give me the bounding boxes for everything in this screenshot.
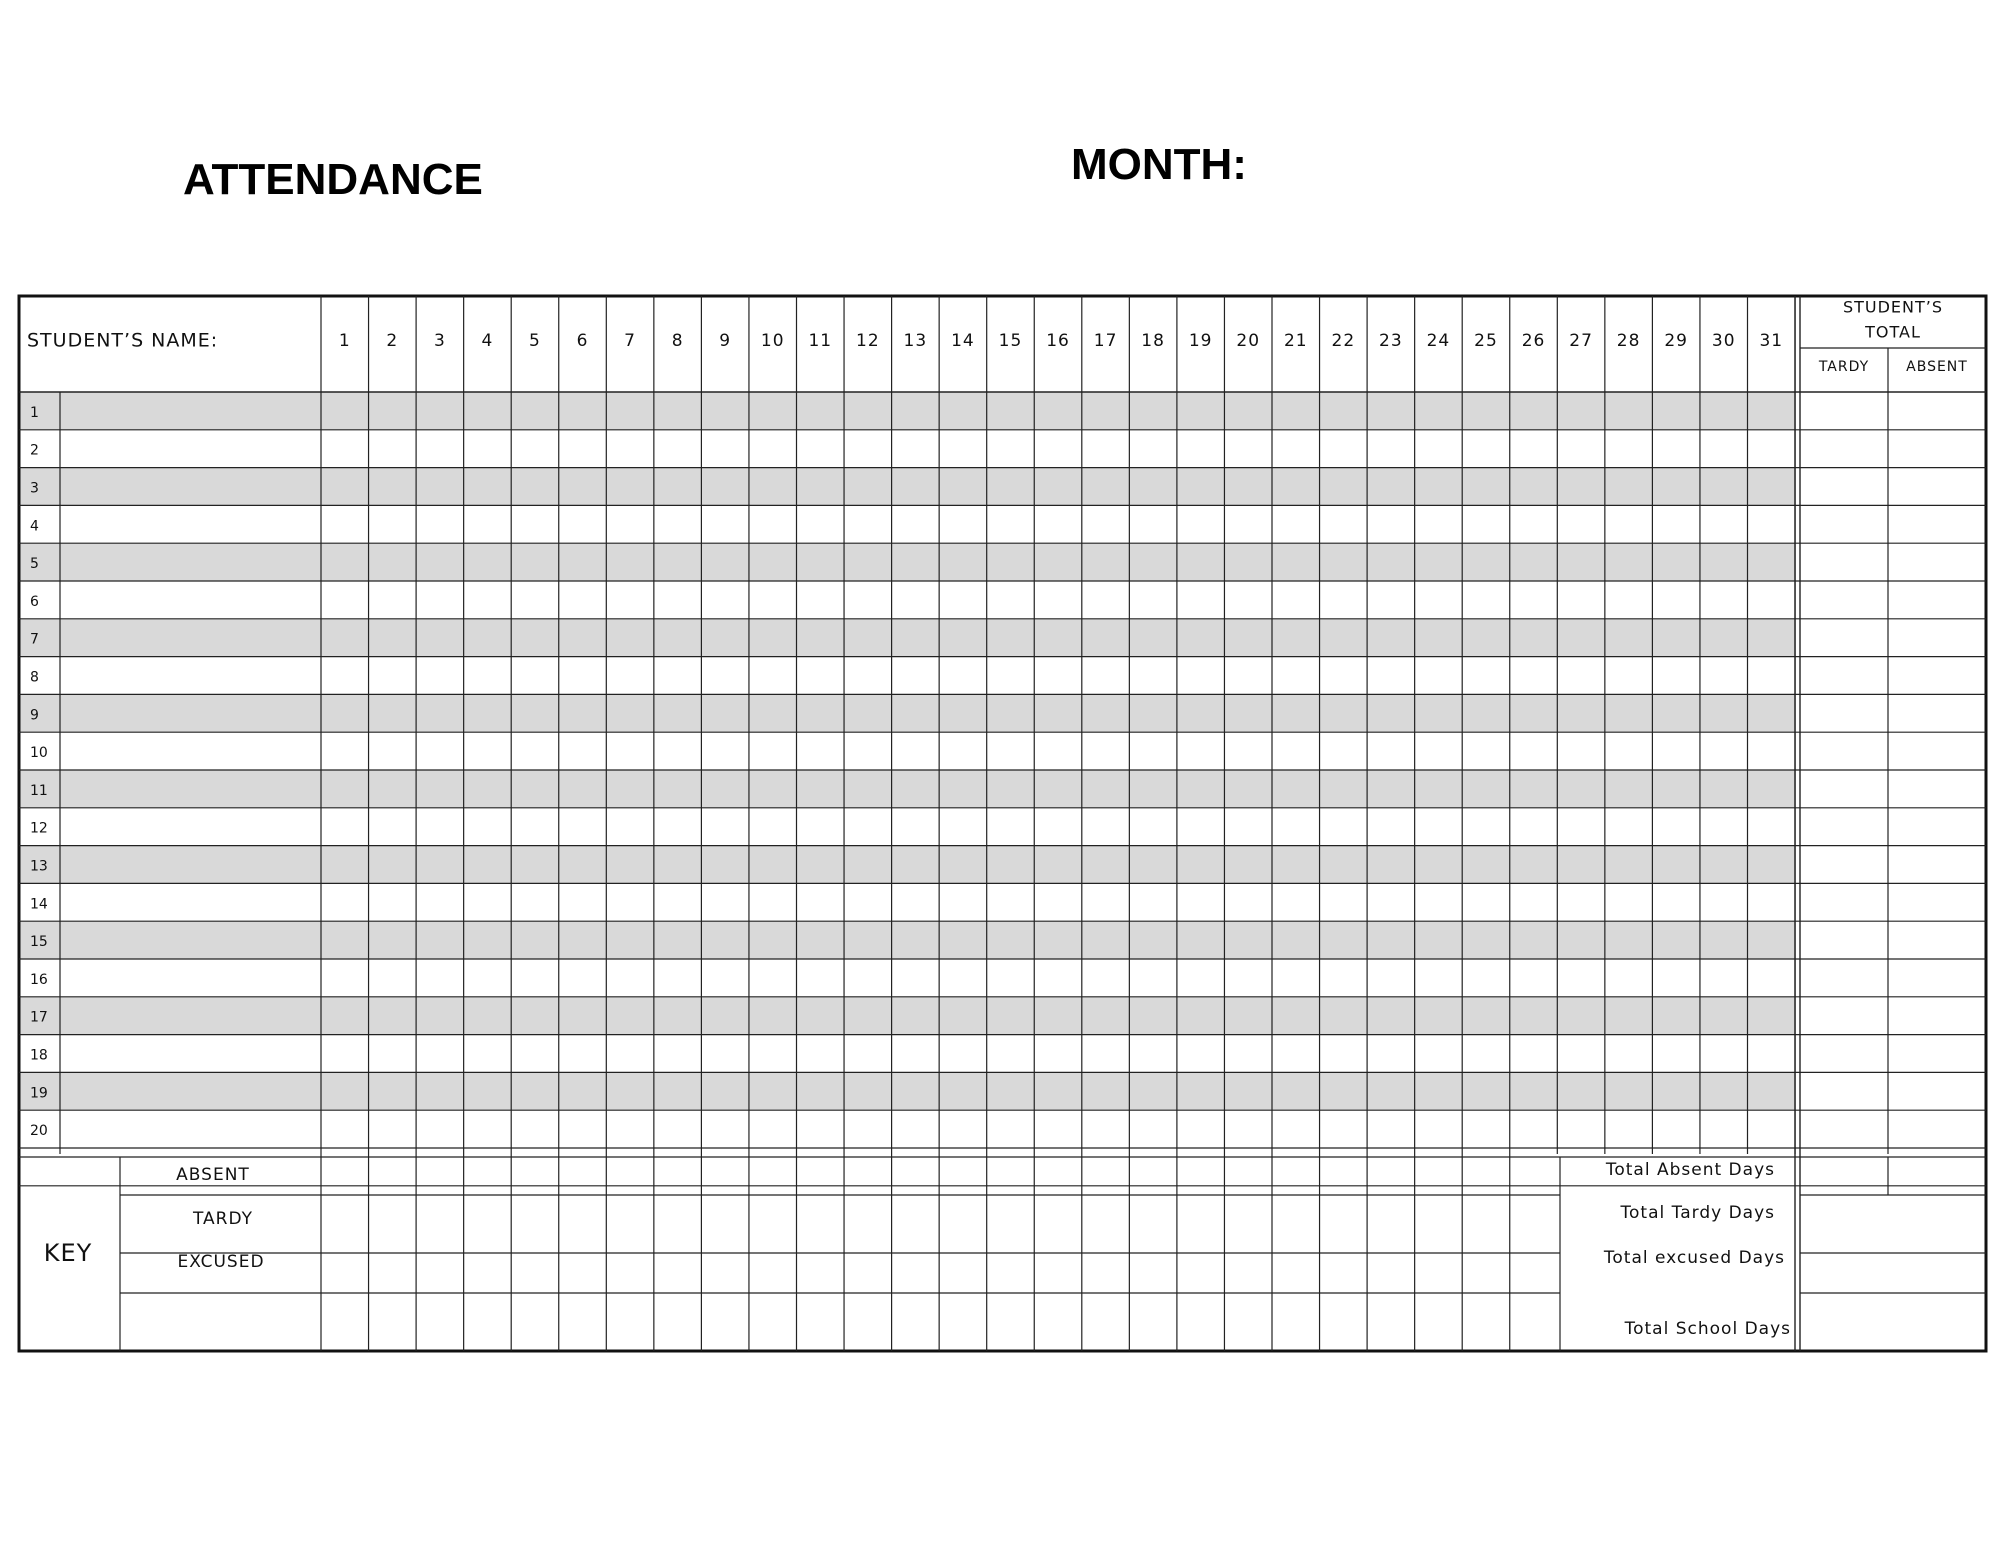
day-header: 12	[856, 331, 880, 351]
summary-label: Total School Days	[1624, 1319, 1791, 1339]
row-shading	[19, 543, 60, 581]
row-shading	[60, 468, 1795, 506]
row-shading	[60, 619, 1795, 657]
day-header: 1	[338, 331, 351, 351]
page-title: ATTENDANCE	[183, 155, 483, 204]
tardy-header: TARDY	[1818, 359, 1870, 375]
row-number: 5	[30, 556, 39, 573]
row-shading	[60, 543, 1795, 581]
day-header: 6	[576, 331, 589, 351]
row-number: 9	[30, 707, 39, 724]
day-header: 3	[433, 331, 446, 351]
day-header: 7	[624, 331, 636, 351]
row-number: 18	[30, 1047, 48, 1064]
totals-header: STUDENT’S	[1842, 297, 1944, 317]
day-header: 10	[760, 331, 785, 351]
row-number: 20	[30, 1123, 48, 1140]
row-number: 16	[30, 971, 48, 988]
day-header: 24	[1426, 331, 1451, 351]
row-shading	[60, 846, 1795, 884]
day-header: 19	[1188, 331, 1213, 351]
row-shading	[60, 921, 1795, 959]
row-number: 2	[30, 442, 39, 459]
key-item: EXCUSED	[177, 1252, 265, 1272]
key-item: TARDY	[192, 1209, 254, 1229]
summary-label: Total excused Days	[1603, 1248, 1785, 1268]
summary-label: Total Tardy Days	[1620, 1203, 1775, 1223]
summary-label: Total Absent Days	[1605, 1160, 1775, 1180]
day-header: 27	[1569, 331, 1593, 351]
day-header: 17	[1093, 331, 1118, 351]
day-header: 16	[1046, 331, 1070, 351]
row-number: 13	[30, 858, 48, 875]
row-shading	[19, 694, 60, 732]
day-header: 18	[1141, 331, 1165, 351]
day-header: 15	[998, 331, 1023, 351]
row-number: 1	[30, 404, 39, 421]
day-header: 30	[1711, 331, 1736, 351]
row-shading	[19, 468, 60, 506]
day-header: 26	[1521, 331, 1546, 351]
day-header: 2	[386, 331, 399, 351]
day-header: 21	[1283, 331, 1308, 351]
day-header: 11	[808, 331, 833, 351]
day-header: 22	[1331, 331, 1356, 351]
day-header: 14	[951, 331, 975, 351]
day-header: 9	[719, 331, 732, 351]
row-number: 15	[30, 934, 48, 951]
row-shading	[60, 694, 1795, 732]
sheet-border	[19, 296, 1986, 1351]
day-header: 23	[1379, 331, 1403, 351]
day-header: 13	[903, 331, 928, 351]
row-number: 11	[30, 782, 48, 799]
row-shading	[60, 1072, 1795, 1110]
day-header: 25	[1474, 331, 1498, 351]
row-number: 14	[30, 896, 48, 913]
row-shading	[19, 392, 60, 430]
day-header: 28	[1616, 331, 1641, 351]
day-header: 31	[1759, 331, 1784, 351]
student-name-header: STUDENT’S NAME:	[27, 329, 219, 352]
totals-header: TOTAL	[1865, 322, 1921, 342]
key-item: ABSENT	[176, 1165, 250, 1185]
row-number: 4	[30, 518, 39, 535]
absent-header: ABSENT	[1906, 359, 1968, 375]
row-shading	[60, 997, 1795, 1035]
row-number: 3	[30, 480, 39, 497]
row-number: 19	[30, 1085, 48, 1102]
row-number: 10	[30, 745, 48, 762]
day-header: 20	[1236, 331, 1261, 351]
row-shading	[60, 392, 1795, 430]
day-header: 4	[481, 331, 494, 351]
day-header: 8	[671, 331, 684, 351]
row-number: 12	[30, 820, 48, 837]
key-label: KEY	[43, 1239, 93, 1267]
row-number: 6	[30, 593, 39, 610]
row-shading	[60, 770, 1795, 808]
row-number: 8	[30, 669, 39, 686]
row-number: 7	[30, 631, 39, 648]
row-number: 17	[30, 1009, 48, 1026]
month-label: MONTH:	[1071, 140, 1247, 189]
row-shading	[19, 619, 60, 657]
day-header: 5	[529, 331, 541, 351]
day-header: 29	[1664, 331, 1688, 351]
